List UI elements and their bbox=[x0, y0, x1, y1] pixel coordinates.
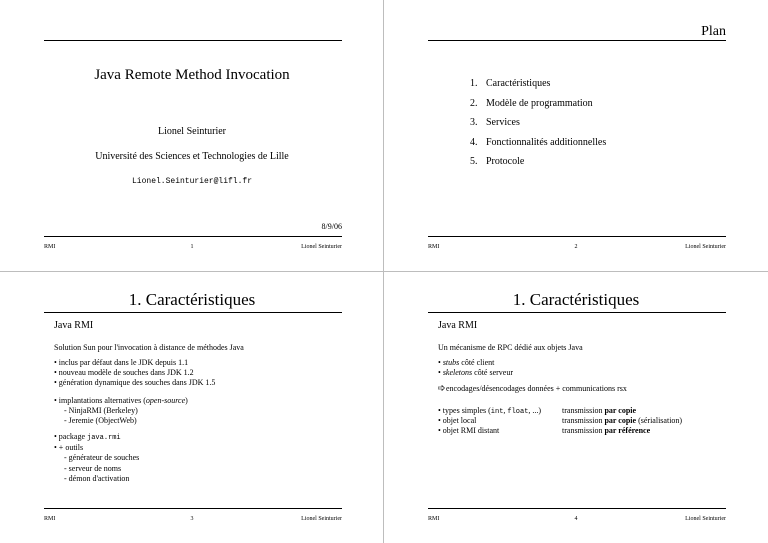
type-label: • types simples (int, float, ...) bbox=[438, 406, 542, 416]
footer-left: RMI bbox=[428, 516, 440, 522]
sub-item: - serveur de noms bbox=[64, 463, 122, 473]
footer-left: RMI bbox=[44, 244, 56, 250]
plan-item bbox=[470, 78, 606, 98]
slide-2 bbox=[384, 0, 768, 271]
bullet-emphasis: open-source bbox=[145, 396, 186, 405]
stubs-block bbox=[438, 358, 513, 378]
transmission-mode: transmission par référence bbox=[562, 426, 651, 436]
slide-4 bbox=[384, 272, 768, 543]
top-rule bbox=[44, 312, 342, 313]
transmission-table bbox=[438, 406, 683, 437]
sub-item: - générateur de souches bbox=[64, 453, 140, 463]
bullet-item: • inclus par défaut dans le JDK depuis 1.1 bbox=[54, 358, 189, 367]
plan-item-number: 3. bbox=[470, 117, 478, 128]
transmission-row bbox=[438, 416, 683, 426]
top-rule bbox=[428, 40, 726, 41]
university-name: Université des Sciences et Technologies de Lille bbox=[95, 151, 289, 162]
arrow-right-icon bbox=[438, 384, 446, 394]
bullet-text: ) bbox=[185, 396, 188, 405]
plan-item bbox=[470, 137, 606, 157]
encoding-text: encodages/désencodages données + communications rsx bbox=[446, 384, 627, 393]
presentation-date: 8/9/06 bbox=[321, 222, 342, 231]
author-email: Lionel.Seinturier@lifl.fr bbox=[131, 177, 253, 186]
transmission-mode: transmission par copie (sérialisation) bbox=[562, 416, 683, 426]
bottom-rule bbox=[428, 236, 726, 237]
plan-item-number: 5. bbox=[470, 156, 478, 167]
page-number: 1 bbox=[190, 244, 194, 250]
plan-item-label: Services bbox=[486, 117, 520, 128]
sub-item: - Jeremie (ObjectWeb) bbox=[64, 416, 137, 426]
plan-list bbox=[470, 78, 606, 176]
slide-subtitle: Java RMI bbox=[438, 320, 478, 331]
bullet-text: • package bbox=[54, 432, 88, 441]
footer-left: RMI bbox=[428, 244, 440, 250]
top-rule bbox=[44, 40, 342, 41]
bullet-text: côté client bbox=[459, 358, 495, 367]
top-rule bbox=[428, 312, 726, 313]
encoding-line bbox=[438, 384, 627, 394]
plan-item-label: Caractéristiques bbox=[486, 78, 551, 89]
plan-item bbox=[470, 117, 606, 137]
footer-right: Lionel Seinturier bbox=[301, 244, 342, 250]
intro-text: Un mécanisme de RPC dédié aux objets Java bbox=[438, 343, 583, 352]
footer-left: RMI bbox=[44, 516, 56, 522]
bullet-item: • nouveau modèle de souches dans JDK 1.2 bbox=[54, 368, 194, 378]
bullet-item bbox=[54, 396, 188, 406]
bullet-text: côté serveur bbox=[472, 368, 514, 378]
bullet-item: • + outils bbox=[54, 443, 84, 453]
type-label: • objet local bbox=[438, 416, 477, 426]
presentation-title: Java Remote Method Invocation bbox=[94, 67, 290, 83]
bottom-rule bbox=[44, 236, 342, 237]
footer-right: Lionel Seinturier bbox=[685, 244, 726, 250]
bullet-item bbox=[54, 432, 139, 443]
slide-3 bbox=[0, 272, 384, 543]
transmission-row bbox=[438, 406, 637, 416]
jdk-bullets bbox=[54, 358, 215, 389]
plan-item-label: Modèle de programmation bbox=[486, 97, 593, 109]
plan-item-number: 4. bbox=[470, 136, 478, 148]
bullet-text: • bbox=[438, 368, 443, 378]
bullet-emphasis: stubs bbox=[442, 358, 460, 367]
footer-right: Lionel Seinturier bbox=[301, 516, 342, 522]
footer-right: Lionel Seinturier bbox=[685, 516, 726, 522]
author-name: Lionel Seinturier bbox=[157, 126, 227, 137]
package-code: java.rmi bbox=[87, 434, 121, 442]
bullet-item bbox=[438, 358, 513, 368]
implementations-block bbox=[54, 396, 188, 427]
page-number: 3 bbox=[190, 516, 194, 522]
slide-title: Plan bbox=[701, 24, 726, 39]
plan-item-label: Protocole bbox=[486, 156, 525, 167]
bottom-rule bbox=[44, 508, 342, 509]
bullet-item: • génération dynamique des souches dans JDK 1.5 bbox=[54, 378, 216, 388]
plan-item bbox=[470, 98, 606, 118]
bullet-item bbox=[438, 368, 513, 378]
plan-item-label: Fonctionnalités additionnelles bbox=[486, 136, 607, 148]
bullet-emphasis: skeletons bbox=[442, 368, 473, 378]
sub-item: - NinjaRMI (Berkeley) bbox=[64, 406, 138, 416]
slide-title: 1. Caractéristiques bbox=[128, 290, 256, 309]
bullet-text: • implantations alternatives ( bbox=[54, 396, 146, 405]
plan-item bbox=[470, 156, 606, 176]
page-number: 4 bbox=[574, 516, 578, 522]
transmission-mode: transmission par copie bbox=[562, 406, 637, 415]
transmission-row bbox=[438, 426, 651, 436]
slide-title: 1. Caractéristiques bbox=[512, 290, 640, 309]
page-number: 2 bbox=[574, 244, 578, 250]
bullet-text: • bbox=[438, 358, 443, 367]
slide-1 bbox=[0, 0, 384, 271]
plan-item-number: 1. bbox=[470, 78, 478, 89]
slide-subtitle: Java RMI bbox=[54, 320, 94, 331]
intro-text: Solution Sun pour l'invocation à distance de méthodes Java bbox=[54, 343, 244, 352]
package-tools-block bbox=[54, 432, 139, 484]
bottom-rule bbox=[428, 508, 726, 509]
plan-item-number: 2. bbox=[470, 97, 478, 109]
sub-item: - démon d'activation bbox=[64, 473, 130, 483]
type-label: • objet RMI distant bbox=[438, 426, 500, 436]
